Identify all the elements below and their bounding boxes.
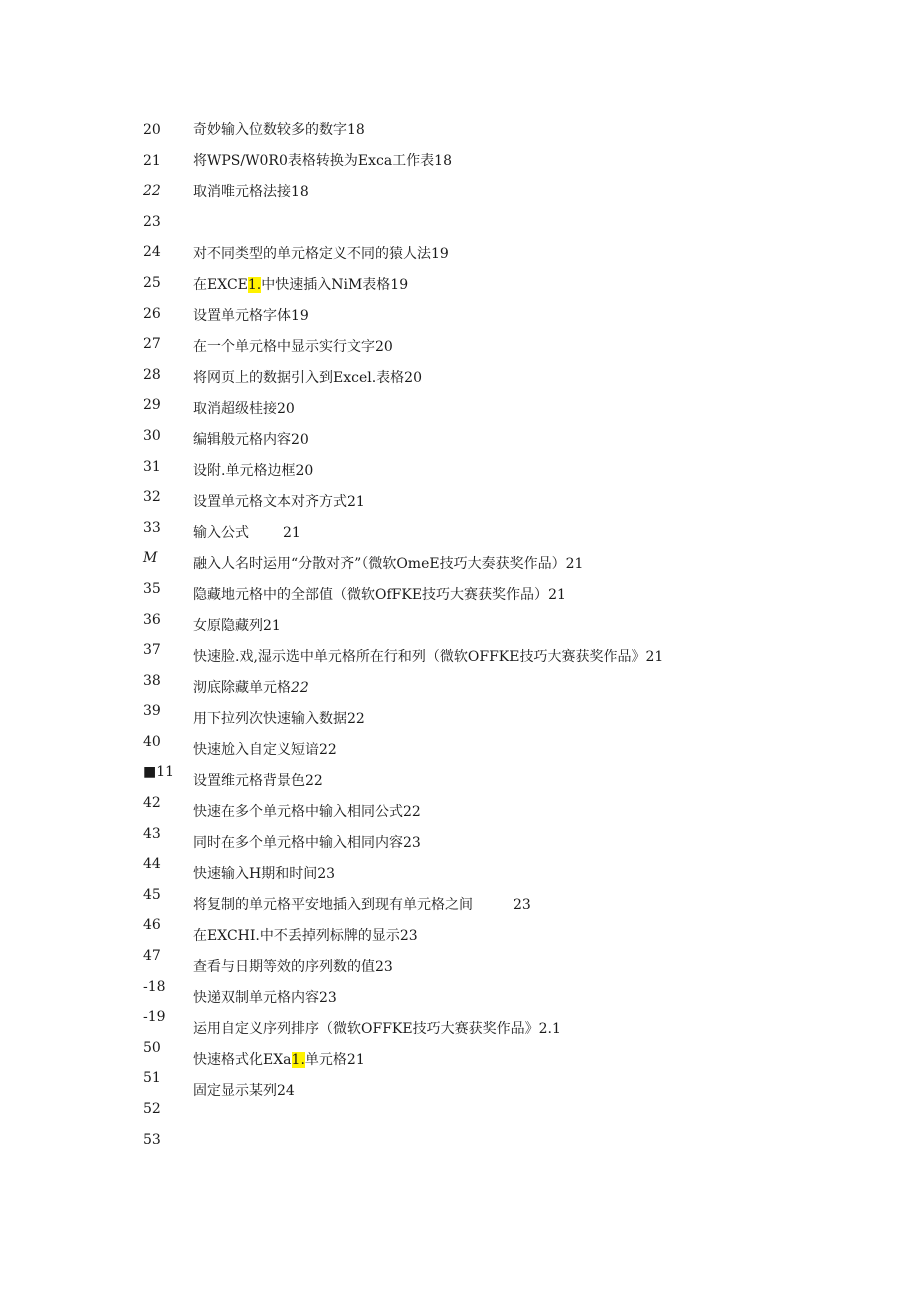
entry-title: 运用自定义序列排序（微软OFFKE技巧大赛获奖作品》 xyxy=(193,1021,539,1037)
toc-entry xyxy=(193,800,893,831)
line-number: 23 xyxy=(143,213,161,230)
toc-entry xyxy=(193,552,893,583)
entry-title: 设置维元格背景色 xyxy=(193,773,305,789)
line-number: 47 xyxy=(143,948,161,965)
line-number: 26 xyxy=(143,305,161,322)
entry-page: 21 xyxy=(565,556,584,572)
entry-page: 23 xyxy=(319,990,337,1006)
toc-entry xyxy=(193,242,893,273)
entry-title: 隐藏地元格中的全部值（微软OfFKE技巧大赛获奖作品） xyxy=(193,587,549,603)
entry-page: 23 xyxy=(513,897,531,913)
entry-title: 用下拉列次快速输入数据 xyxy=(193,711,347,727)
line-number: M xyxy=(143,550,158,567)
line-number: 20 xyxy=(143,122,161,138)
entry-title: 快速尬入自定义短谙 xyxy=(193,742,319,758)
entry-page: 24 xyxy=(277,1083,295,1099)
entry-page: 18 xyxy=(434,153,452,169)
entry-page: 22 xyxy=(319,742,337,758)
entry-title: 将复制的单元格平安地插入到现有单元格之间 xyxy=(193,897,473,913)
entry-title: 查看与日期等效的序列数的值 xyxy=(193,959,375,975)
entry-page: 2.1 xyxy=(538,1021,561,1037)
line-number: 31 xyxy=(143,458,161,475)
line-number: -18 xyxy=(143,978,166,995)
line-number: 28 xyxy=(143,366,161,383)
toc-entry xyxy=(193,614,893,645)
line-number: 37 xyxy=(143,642,161,659)
entry-title-pre: 快速格式化EXa xyxy=(193,1052,292,1068)
line-number: 43 xyxy=(143,825,161,842)
line-number: 40 xyxy=(143,733,161,750)
entry-page: 20 xyxy=(375,339,393,355)
line-number: 32 xyxy=(143,489,161,506)
toc-entry xyxy=(193,273,893,304)
entry-title: 快速脸.戏,湿示选中单元格所在行和列（微软OFFKE技巧大赛获奖作品》 xyxy=(193,649,646,665)
toc-entry xyxy=(193,769,893,800)
toc-entry xyxy=(193,583,893,614)
entry-title: 快速输入H期和时间 xyxy=(193,866,318,882)
line-number: 27 xyxy=(143,336,161,353)
line-number: 30 xyxy=(143,427,161,444)
line-number: 21 xyxy=(143,152,161,169)
entry-title: 在一个单元格中显示实行文字 xyxy=(193,339,375,355)
line-number: 36 xyxy=(143,611,161,628)
entry-page: 20 xyxy=(295,463,314,479)
line-number-column xyxy=(143,118,188,1158)
entry-title: 在EXCHI.中不丢掉列标牌的显示 xyxy=(193,928,400,944)
entry-page: 22 xyxy=(403,804,421,820)
toc-entry xyxy=(193,1017,893,1048)
toc-entry xyxy=(193,955,893,986)
entry-title: 对不同类型的单元格定义不同的猿人法 xyxy=(193,246,431,262)
toc-entry xyxy=(193,924,893,955)
line-number: 50 xyxy=(143,1039,161,1056)
entry-page: 22 xyxy=(291,680,309,696)
entry-page: 23 xyxy=(403,835,421,851)
entry-page: 21 xyxy=(548,587,566,603)
entry-page: 22 xyxy=(347,711,365,727)
entry-page: 21 xyxy=(347,494,365,510)
toc-entry xyxy=(193,459,893,490)
entry-title: 取消超级桂接 xyxy=(193,401,277,417)
toc-entry xyxy=(193,676,893,707)
toc-entry xyxy=(193,490,893,521)
entry-page: 20 xyxy=(404,370,422,386)
toc-entry xyxy=(193,831,893,862)
line-number: 46 xyxy=(143,917,161,934)
entry-title: 融入人名时运用“分散对齐”（微软OmeE技巧大奏获奖作品） xyxy=(193,556,566,572)
toc-entry xyxy=(193,893,893,924)
toc-entry xyxy=(193,707,893,738)
entry-page: 23 xyxy=(317,866,336,882)
line-number: 52 xyxy=(143,1101,161,1117)
line-number: 51 xyxy=(143,1070,161,1087)
toc-entry xyxy=(193,118,893,149)
entry-page: 19 xyxy=(431,246,449,262)
line-number: 39 xyxy=(143,703,161,720)
toc-entry xyxy=(193,428,893,459)
toc-entry xyxy=(193,738,893,769)
entry-title: 奇妙输入位数较多的数字 xyxy=(193,122,347,138)
line-number: 33 xyxy=(143,519,161,536)
entry-title: 将网页上的数据引入到Excel.表格 xyxy=(193,370,405,386)
entry-page: 21 xyxy=(645,649,664,665)
line-number: ■11 xyxy=(143,764,175,781)
line-number: 24 xyxy=(143,244,161,261)
toc-entry xyxy=(193,1079,893,1110)
toc-entries xyxy=(193,118,893,1172)
entry-title: 设附.单元格边框 xyxy=(193,463,296,479)
entry-title: 快递双制单元格内容 xyxy=(193,990,319,1006)
highlighted-text: 1. xyxy=(291,1052,305,1068)
toc-entry xyxy=(193,149,893,180)
line-number: 29 xyxy=(143,397,161,414)
line-number: 35 xyxy=(143,580,161,597)
toc-entry xyxy=(193,397,893,428)
entry-title-pre: 在EXCE xyxy=(193,277,248,293)
toc-entry xyxy=(193,304,893,335)
toc-entry xyxy=(193,180,893,211)
entry-page: 19 xyxy=(291,308,309,324)
entry-title: 设置单元格文本对齐方式 xyxy=(193,494,347,510)
entry-title: 将WPS/W0R0表格转换为Exca工作表 xyxy=(193,153,435,169)
line-number: 42 xyxy=(143,795,161,812)
line-number: -19 xyxy=(143,1009,166,1026)
entry-page: 19 xyxy=(390,277,409,293)
entry-title-post: 中快速插入NiM表格 xyxy=(261,277,391,293)
entry-page: 22 xyxy=(305,773,323,789)
toc-entry xyxy=(193,335,893,366)
entry-page: 18 xyxy=(291,184,309,200)
entry-title: 编辑般元格内容 xyxy=(193,432,291,448)
line-number: 45 xyxy=(143,886,161,903)
toc-entry xyxy=(193,521,893,552)
entry-page: 21 xyxy=(283,525,301,541)
entry-page: 21 xyxy=(263,618,281,634)
entry-page: 23 xyxy=(375,959,393,975)
highlighted-text: 1. xyxy=(247,277,262,293)
entry-title: 同时在多个单元格中输入相同内容 xyxy=(193,835,403,851)
entry-title: 输入公式 xyxy=(193,525,249,541)
toc-entry-empty xyxy=(193,211,893,242)
toc-entry-empty xyxy=(193,1141,893,1172)
entry-title-post: 单元格 xyxy=(304,1052,347,1068)
entry-title: 女原隐藏列 xyxy=(193,618,263,634)
toc-entry xyxy=(193,1048,893,1079)
toc-entry xyxy=(193,366,893,397)
entry-title: 取消唯元格法接 xyxy=(193,184,291,200)
entry-page: 20 xyxy=(291,432,309,448)
entry-page: 18 xyxy=(347,122,365,138)
entry-title: 设置单元格字体 xyxy=(193,308,291,324)
toc-entry xyxy=(193,862,893,893)
line-number: 44 xyxy=(143,856,161,873)
entry-title: 沏底除藏单元格 xyxy=(193,680,291,696)
toc-entry-empty xyxy=(193,1110,893,1141)
entry-page: 23 xyxy=(399,928,418,944)
toc-entry xyxy=(193,645,893,676)
line-number: 22 xyxy=(143,183,161,200)
entry-title: 固定显示某列 xyxy=(193,1083,277,1099)
entry-page: 20 xyxy=(277,401,295,417)
entry-page: 21 xyxy=(346,1052,365,1068)
line-number: 25 xyxy=(143,274,161,291)
line-number: 53 xyxy=(143,1131,161,1148)
entry-title: 快速在多个单元格中输入相同公式 xyxy=(193,804,403,820)
line-number: 38 xyxy=(143,672,161,689)
toc-entry xyxy=(193,986,893,1017)
